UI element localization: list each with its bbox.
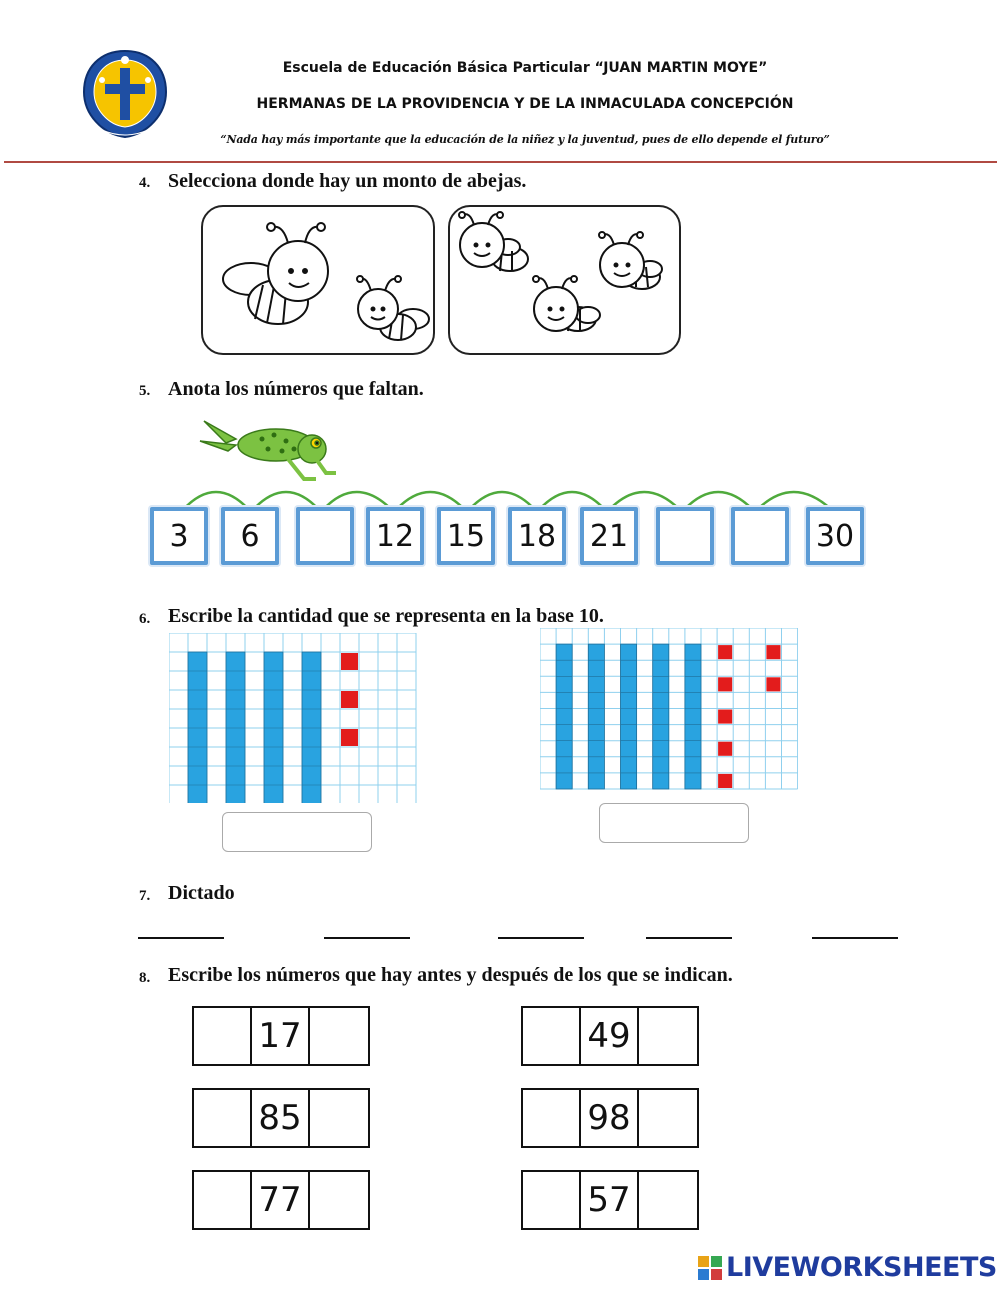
ten-rod bbox=[226, 652, 245, 803]
bee-option-two[interactable] bbox=[201, 205, 435, 355]
base-ten-grid-left bbox=[169, 633, 417, 803]
before-input[interactable] bbox=[194, 1090, 252, 1146]
one-cube bbox=[718, 677, 732, 691]
after-input[interactable] bbox=[310, 1172, 368, 1228]
base-ten-answer-left[interactable] bbox=[222, 812, 372, 852]
base-ten-answer-right[interactable] bbox=[599, 803, 749, 843]
brand-name: LIVEWORKSHEETS bbox=[726, 1252, 997, 1283]
dictation-line[interactable] bbox=[646, 937, 732, 939]
sequence-box: 6 bbox=[221, 507, 279, 565]
sequence-answer-box[interactable] bbox=[296, 507, 354, 565]
ten-rod bbox=[302, 652, 321, 803]
bees-illustration-two bbox=[203, 207, 433, 353]
ten-rod bbox=[653, 644, 669, 789]
ten-rod bbox=[188, 652, 207, 803]
before-after-table bbox=[521, 1006, 699, 1066]
after-input[interactable] bbox=[639, 1090, 697, 1146]
sequence-box: 30 bbox=[806, 507, 864, 565]
one-cube bbox=[718, 742, 732, 756]
sequence-box: 18 bbox=[508, 507, 566, 565]
ten-rod bbox=[556, 644, 572, 789]
sequence-box: 15 bbox=[437, 507, 495, 565]
sequence-answer-box[interactable] bbox=[731, 507, 789, 565]
dictation-line[interactable] bbox=[138, 937, 224, 939]
bees-illustration-many bbox=[450, 207, 679, 353]
before-input[interactable] bbox=[194, 1008, 252, 1064]
q7-text: Dictado bbox=[168, 882, 235, 904]
one-cube bbox=[766, 645, 780, 659]
q5-number: 5. bbox=[139, 383, 151, 399]
q7-number: 7. bbox=[139, 888, 151, 904]
given-number: 17 bbox=[252, 1008, 310, 1064]
q5-text: Anota los números que faltan. bbox=[168, 378, 424, 400]
before-input[interactable] bbox=[523, 1172, 581, 1228]
ten-rod bbox=[621, 644, 637, 789]
school-motto: “Nada hay más importante que la educación de la niñez y la juventud, pues de ello depende el futuro” bbox=[220, 133, 830, 146]
before-input[interactable] bbox=[194, 1172, 252, 1228]
given-number: 77 bbox=[252, 1172, 310, 1228]
one-cube bbox=[766, 677, 780, 691]
q6-text: Escribe la cantidad que se representa en la base 10. bbox=[168, 605, 604, 627]
after-input[interactable] bbox=[310, 1008, 368, 1064]
liveworksheets-icon bbox=[698, 1256, 722, 1280]
base-ten-grid-right bbox=[540, 628, 798, 794]
q4-text: Selecciona donde hay un monto de abejas. bbox=[168, 170, 527, 192]
sequence-box: 12 bbox=[366, 507, 424, 565]
after-input[interactable] bbox=[639, 1172, 697, 1228]
bee-option-many[interactable] bbox=[448, 205, 681, 355]
ten-rod bbox=[264, 652, 283, 803]
dictation-line[interactable] bbox=[324, 937, 410, 939]
before-after-table bbox=[192, 1088, 370, 1148]
sequence-answer-box[interactable] bbox=[656, 507, 714, 565]
sequence-box: 3 bbox=[150, 507, 208, 565]
sequence-box: 21 bbox=[580, 507, 638, 565]
ten-rod bbox=[685, 644, 701, 789]
q8-number: 8. bbox=[139, 970, 151, 986]
before-input[interactable] bbox=[523, 1008, 581, 1064]
congregation-name: HERMANAS DE LA PROVIDENCIA Y DE LA INMACULADA CONCEPCIÓN bbox=[256, 96, 794, 112]
one-cube bbox=[341, 729, 358, 746]
q8-text: Escribe los números que hay antes y después de los que se indican. bbox=[168, 964, 733, 986]
before-input[interactable] bbox=[523, 1090, 581, 1146]
q4-number: 4. bbox=[139, 175, 151, 191]
after-input[interactable] bbox=[639, 1008, 697, 1064]
given-number: 85 bbox=[252, 1090, 310, 1146]
given-number: 98 bbox=[581, 1090, 639, 1146]
before-after-table bbox=[521, 1088, 699, 1148]
one-cube bbox=[341, 653, 358, 670]
before-after-table bbox=[521, 1170, 699, 1230]
header-divider bbox=[4, 161, 997, 163]
liveworksheets-logo bbox=[698, 1252, 997, 1283]
before-after-table bbox=[192, 1006, 370, 1066]
one-cube bbox=[718, 645, 732, 659]
before-after-table bbox=[192, 1170, 370, 1230]
dictation-line[interactable] bbox=[498, 937, 584, 939]
one-cube bbox=[341, 691, 358, 708]
ten-rod bbox=[588, 644, 604, 789]
given-number: 57 bbox=[581, 1172, 639, 1228]
given-number: 49 bbox=[581, 1008, 639, 1064]
one-cube bbox=[718, 710, 732, 724]
dictation-line[interactable] bbox=[812, 937, 898, 939]
after-input[interactable] bbox=[310, 1090, 368, 1146]
one-cube bbox=[718, 774, 732, 788]
q6-number: 6. bbox=[139, 611, 151, 627]
school-name: Escuela de Educación Básica Particular “JUAN MARTIN MOYE” bbox=[282, 60, 768, 76]
